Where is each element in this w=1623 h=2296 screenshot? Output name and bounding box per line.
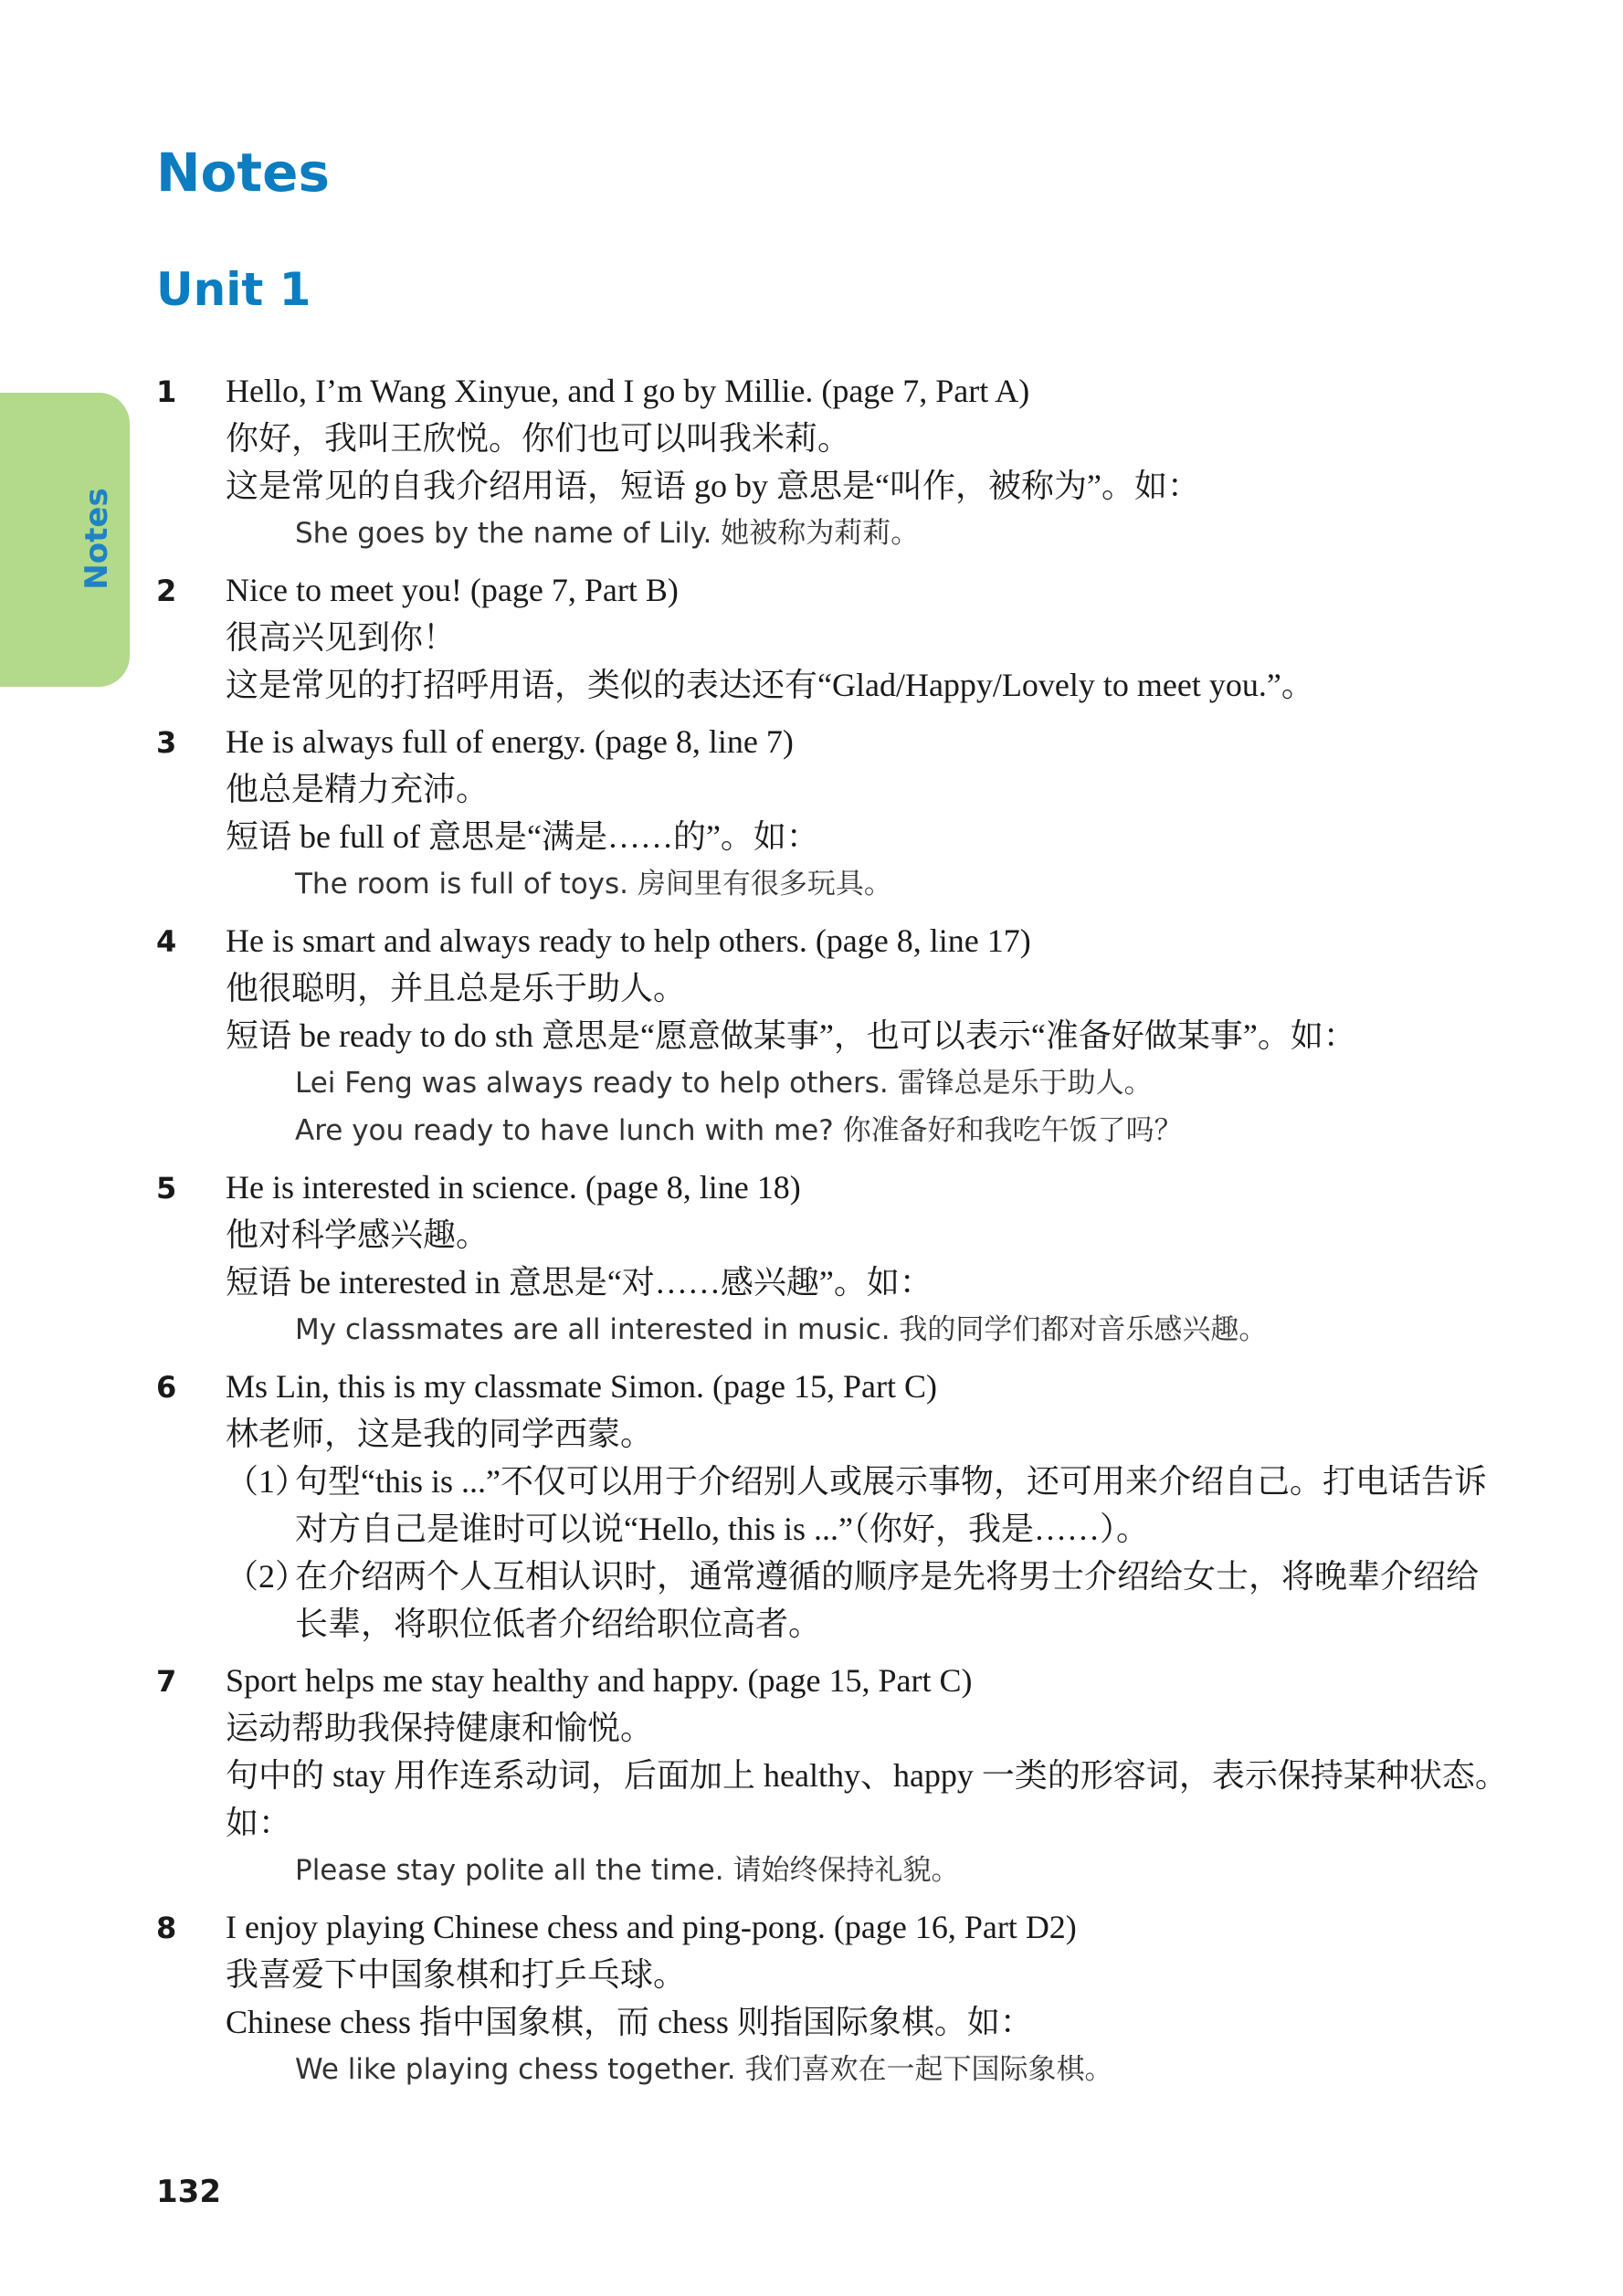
- note-example: We like playing chess together. 我们喜欢在一起下国际象棋。: [295, 2053, 1113, 2086]
- note-example: Lei Feng was always ready to help others. 雷锋总是乐于助人。: [295, 1067, 1153, 1100]
- note-translation: 他对科学感兴趣。: [226, 1216, 490, 1253]
- note-example: Are you ready to have lunch with me? 你准备好和我吃午饭了吗？: [295, 1114, 1183, 1147]
- note-translation: 他总是精力充沛。: [226, 771, 490, 807]
- note-sentence: He is always full of energy. (page 8, line 7): [226, 723, 794, 760]
- note-subpoint: [226, 1553, 1508, 1648]
- note-translation: 很高兴见到你！: [226, 619, 457, 656]
- note-subpoint: [226, 1458, 1508, 1553]
- note-number: 2: [156, 574, 177, 608]
- note-number: 8: [156, 1911, 177, 1945]
- note-translation: 运动帮助我保持健康和愉悦。: [226, 1710, 654, 1746]
- note-number: 1: [156, 374, 177, 409]
- note-sentence: Sport helps me stay healthy and happy. (page 15, Part C): [226, 1662, 973, 1699]
- page-title: Notes: [156, 142, 330, 204]
- note-explanation: 短语 be ready to do sth 意思是“愿意做某事”，也可以表示“准备好做某事”。如：: [226, 1017, 1356, 1054]
- note-translation: 林老师，这是我的同学西蒙。: [226, 1416, 654, 1452]
- note-explanation: 短语 be full of 意思是“满是……的”。如：: [226, 818, 819, 855]
- note-sentence: Nice to meet you! (page 7, Part B): [226, 572, 679, 608]
- note-example: The room is full of toys. 房间里有很多玩具。: [295, 868, 892, 900]
- note-item: [156, 718, 1508, 908]
- note-number: 6: [156, 1370, 177, 1405]
- note-sentence: He is interested in science. (page 8, line 18): [226, 1169, 801, 1206]
- note-sentence: Ms Lin, this is my classmate Simon. (page 15, Part C): [226, 1368, 937, 1405]
- note-translation: 他很聪明，并且总是乐于助人。: [226, 970, 687, 1006]
- note-item: [156, 1363, 1508, 1648]
- side-tab-label: Notes: [79, 488, 115, 590]
- subpoint-text: 在介绍两个人互相认识时，通常遵循的顺序是先将男士介绍给女士，将晚辈介绍给长辈，将职位低者介绍给职位高者。: [295, 1558, 1480, 1642]
- note-explanation: 这是常见的打招呼用语，类似的表达还有“Glad/Happy/Lovely to meet you.”。: [226, 667, 1314, 703]
- page-number: 132: [156, 2174, 221, 2210]
- note-translation: 你好，我叫王欣悦。你们也可以叫我米莉。: [226, 420, 851, 457]
- subpoint-marker: （1）: [226, 1463, 309, 1500]
- note-item: [156, 917, 1508, 1154]
- note-sentence: He is smart and always ready to help others. (page 8, line 17): [226, 922, 1031, 959]
- note-number: 5: [156, 1171, 177, 1206]
- note-number: 3: [156, 725, 177, 760]
- note-number: 7: [156, 1664, 177, 1699]
- note-sentence: I enjoy playing Chinese chess and ping-pong. (page 16, Part D2): [226, 1909, 1077, 1945]
- unit-heading: Unit 1: [156, 263, 311, 316]
- note-item: [156, 1903, 1508, 2093]
- notes-list: [156, 367, 1508, 2102]
- note-item: [156, 1164, 1508, 1353]
- note-explanation: Chinese chess 指中国象棋，而 chess 则指国际象棋。如：: [226, 2004, 1033, 2040]
- note-explanation: 句中的 stay 用作连系动词，后面加上 healthy、happy 一类的形容词，表示保持某种状态。如：: [226, 1757, 1508, 1841]
- note-example: Please stay polite all the time. 请始终保持礼貌。: [295, 1854, 960, 1887]
- note-item: [156, 367, 1508, 557]
- note-item: [156, 1657, 1508, 1894]
- note-explanation: 这是常见的自我介绍用语，短语 go by 意思是“叫作，被称为”。如：: [226, 468, 1200, 504]
- note-translation: 我喜爱下中国象棋和打乒乓球。: [226, 1956, 687, 1993]
- subpoint-marker: （2）: [226, 1558, 309, 1595]
- note-item: [156, 566, 1508, 709]
- note-sentence: Hello, I’m Wang Xinyue, and I go by Millie. (page 7, Part A): [226, 373, 1030, 409]
- note-example: She goes by the name of Lily. 她被称为莉莉。: [295, 517, 920, 550]
- note-explanation: 短语 be interested in 意思是“对……感兴趣”。如：: [226, 1264, 933, 1301]
- note-number: 4: [156, 924, 177, 959]
- note-example: My classmates are all interested in music. 我的同学们都对音乐感兴趣。: [295, 1313, 1268, 1346]
- subpoint-text: 句型“this is ...”不仅可以用于介绍别人或展示事物，还可用来介绍自己。打电话告诉对方自己是谁时可以说“Hello, this is ...”（你好，我是……）。: [295, 1463, 1487, 1547]
